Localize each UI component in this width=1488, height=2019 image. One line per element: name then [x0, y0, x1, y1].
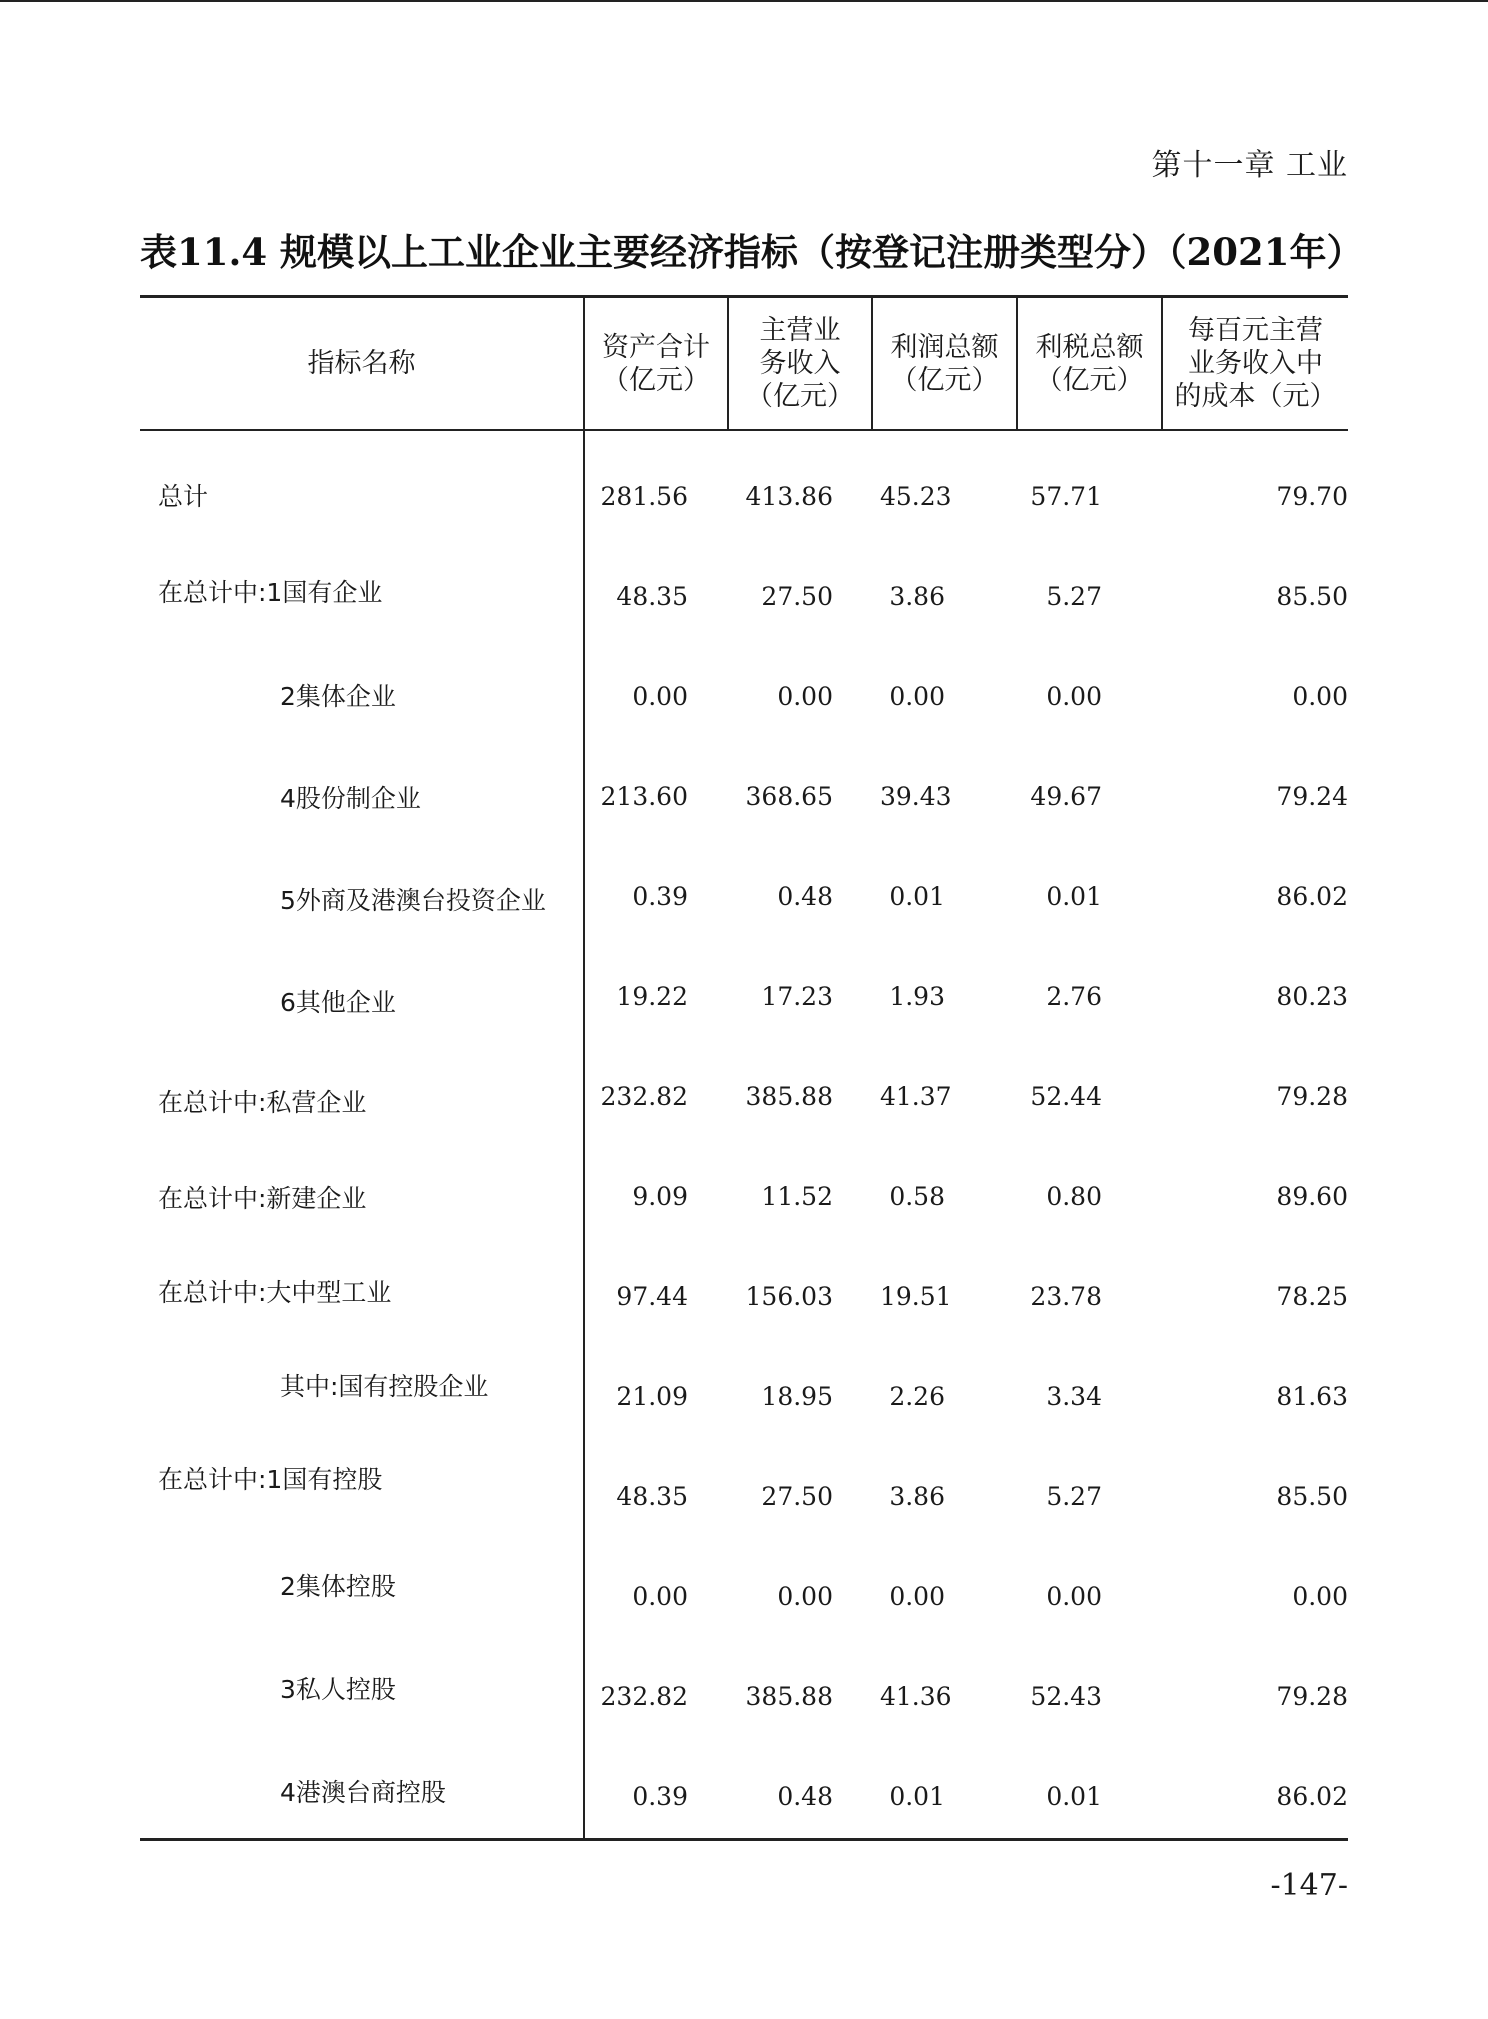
assets-value: 213.60: [600, 782, 688, 811]
cost-value: 89.60: [1276, 1182, 1348, 1211]
table-row: [140, 477, 1348, 517]
tax-value: 57.71: [1030, 482, 1102, 511]
table-bottom-rule: [140, 1838, 1348, 1841]
cost-value: 85.50: [1276, 1482, 1348, 1511]
assets-value: 48.35: [616, 1482, 688, 1511]
row-label: 2集体控股: [280, 1572, 396, 1601]
assets-value: 9.09: [632, 1182, 688, 1211]
assets-value: 0.00: [632, 1582, 688, 1611]
assets-value: 0.39: [632, 882, 688, 911]
table-row: [140, 1277, 1348, 1317]
cost-value: 85.50: [1276, 582, 1348, 611]
row-label: 在总计中:新建企业: [158, 1184, 367, 1213]
tax-value: 3.34: [1046, 1382, 1102, 1411]
tax-value: 0.00: [1046, 682, 1102, 711]
table-row: [140, 1677, 1348, 1717]
table-row: [140, 877, 1348, 917]
revenue-value: 156.03: [745, 1282, 833, 1311]
table-title: 表11.4 规模以上工业企业主要经济指标（按登记注册类型分）（2021年）: [140, 230, 1364, 274]
assets-value: 0.00: [632, 682, 688, 711]
header-tax: 利税总额 （亿元）: [1035, 331, 1144, 396]
assets-value: 281.56: [600, 482, 688, 511]
header-assets: 资产合计 （亿元）: [602, 331, 710, 396]
tax-value: 49.67: [1030, 782, 1102, 811]
revenue-value: 0.48: [777, 882, 833, 911]
assets-value: 0.39: [632, 1782, 688, 1811]
tax-value: 23.78: [1030, 1282, 1102, 1311]
row-label: 5外商及港澳台投资企业: [280, 886, 546, 915]
tax-value: 5.27: [1046, 1482, 1102, 1511]
cost-value: 79.28: [1276, 1082, 1348, 1111]
revenue-value: 413.86: [745, 482, 833, 511]
tax-value: 2.76: [1046, 982, 1102, 1011]
profit-value: 0.01: [889, 882, 945, 911]
profit-value: 0.58: [889, 1182, 945, 1211]
profit-value: 0.00: [889, 1582, 945, 1611]
revenue-value: 0.48: [777, 1782, 833, 1811]
cost-value: 79.70: [1276, 482, 1348, 511]
profit-value: 41.37: [880, 1082, 952, 1111]
profit-value: 0.00: [889, 682, 945, 711]
revenue-value: 368.65: [745, 782, 833, 811]
table-row: [140, 1177, 1348, 1217]
assets-value: 19.22: [616, 982, 688, 1011]
cost-value: 79.24: [1276, 782, 1348, 811]
tax-value: 52.44: [1030, 1082, 1102, 1111]
assets-value: 48.35: [616, 582, 688, 611]
profit-value: 1.93: [889, 982, 945, 1011]
cost-value: 0.00: [1292, 682, 1348, 711]
tax-value: 0.01: [1046, 1782, 1102, 1811]
revenue-value: 27.50: [761, 582, 833, 611]
row-label: 6其他企业: [280, 988, 396, 1017]
tax-value: 5.27: [1046, 582, 1102, 611]
row-label: 在总计中:私营企业: [158, 1088, 367, 1117]
economic-indicators-table: [140, 295, 1348, 1841]
row-label: 其中:国有控股企业: [280, 1372, 489, 1401]
cost-value: 0.00: [1292, 1582, 1348, 1611]
row-label: 在总计中:大中型工业: [158, 1278, 392, 1307]
tax-value: 0.01: [1046, 882, 1102, 911]
cost-value: 86.02: [1276, 882, 1348, 911]
profit-value: 2.26: [889, 1382, 945, 1411]
assets-value: 232.82: [600, 1682, 688, 1711]
row-label: 4港澳台商控股: [280, 1778, 446, 1807]
table-row: [140, 1777, 1348, 1817]
table-row: [140, 1077, 1348, 1117]
table-row: [140, 677, 1348, 717]
tax-value: 0.80: [1046, 1182, 1102, 1211]
revenue-value: 11.52: [761, 1182, 833, 1211]
cost-value: 80.23: [1276, 982, 1348, 1011]
table-row: [140, 777, 1348, 817]
profit-value: 39.43: [880, 782, 952, 811]
profit-value: 3.86: [889, 1482, 945, 1511]
revenue-value: 385.88: [745, 1082, 833, 1111]
assets-value: 97.44: [616, 1282, 688, 1311]
profit-value: 41.36: [880, 1682, 952, 1711]
tax-value: 52.43: [1030, 1682, 1102, 1711]
table-row: [140, 577, 1348, 617]
cost-value: 78.25: [1276, 1282, 1348, 1311]
tax-value: 0.00: [1046, 1582, 1102, 1611]
cost-value: 86.02: [1276, 1782, 1348, 1811]
profit-value: 45.23: [880, 482, 952, 511]
row-label: 2集体企业: [280, 682, 396, 711]
header-revenue: 主营业 务收入 （亿元）: [746, 315, 854, 412]
table-header-rule: [140, 429, 1348, 431]
profit-value: 0.01: [889, 1782, 945, 1811]
revenue-value: 0.00: [777, 682, 833, 711]
row-label: 在总计中:1国有控股: [158, 1465, 383, 1494]
revenue-value: 17.23: [761, 982, 833, 1011]
header-cost: 每百元主营 业务收入中 的成本（元）: [1174, 315, 1337, 412]
table-row: [140, 977, 1348, 1017]
row-label: 在总计中:1国有企业: [158, 578, 383, 607]
row-label: 3私人控股: [280, 1675, 396, 1704]
profit-value: 19.51: [880, 1282, 952, 1311]
chapter-heading: 第十一章 工业: [1151, 148, 1348, 183]
top-border: [0, 0, 1488, 2]
cost-value: 81.63: [1276, 1382, 1348, 1411]
page-number: -147-: [1270, 1868, 1348, 1903]
cost-value: 79.28: [1276, 1682, 1348, 1711]
revenue-value: 27.50: [761, 1482, 833, 1511]
assets-value: 232.82: [600, 1082, 688, 1111]
row-label: 4股份制企业: [280, 784, 421, 813]
row-label: 总计: [158, 482, 209, 511]
revenue-value: 0.00: [777, 1582, 833, 1611]
table-row: [140, 1572, 1348, 1617]
assets-value: 21.09: [616, 1382, 688, 1411]
profit-value: 3.86: [889, 582, 945, 611]
revenue-value: 385.88: [745, 1682, 833, 1711]
table-row: [140, 1465, 1348, 1517]
table-row: [140, 1372, 1348, 1417]
header-indicator-name: 指标名称: [307, 348, 416, 379]
revenue-value: 18.95: [761, 1382, 833, 1411]
header-profit: 利润总额 （亿元）: [890, 331, 999, 396]
